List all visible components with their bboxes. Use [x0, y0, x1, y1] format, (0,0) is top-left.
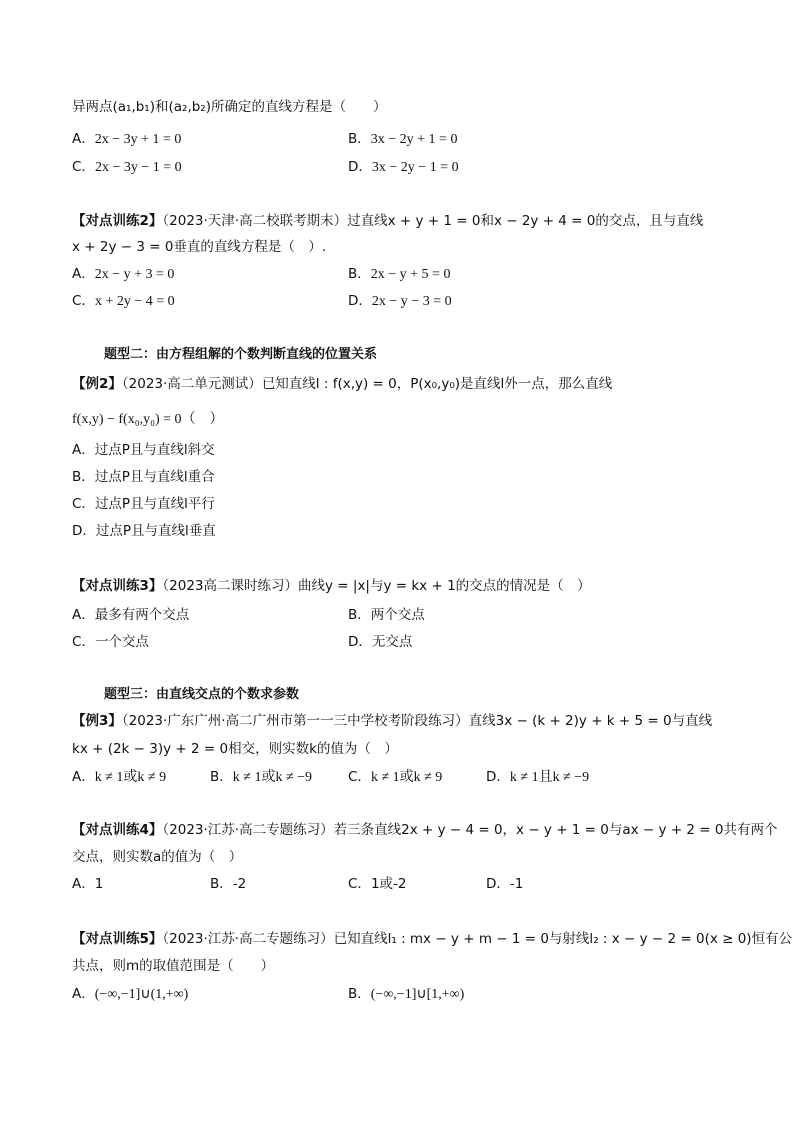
option-a: A．k ≠ 1或k ≠ 9 [72, 769, 167, 785]
option-c: C．x + 2y − 4 = 0 [72, 293, 175, 309]
example3-line2: kx + (2k − 3)y + 2 = 0相交，则实数k的值为（ ） [72, 741, 398, 757]
option-row [72, 129, 732, 150]
option-a: A．过点P且与直线l斜交 [72, 442, 215, 458]
option-d: D．3x − 2y − 1 = 0 [348, 159, 459, 175]
option-b: B．过点P且与直线l重合 [72, 469, 215, 485]
example3-title: 【例3】（2023·广东广州·高二广州市第一一三中学校考阶段练习）直线3x − (k + 2)y + k + 5 = 0与直线 [72, 713, 713, 729]
train4-line2: 交点，则实数a的值为（ ） [72, 849, 243, 865]
option-c: C．1或-2 [348, 876, 407, 892]
option-c: C．一个交点 [72, 634, 149, 650]
option-a: A．1 [72, 876, 104, 892]
option-row [72, 291, 732, 312]
option-row [72, 984, 732, 1005]
option-d: D．2x − y − 3 = 0 [348, 293, 452, 309]
option-a: A．2x − 3y + 1 = 0 [72, 131, 182, 147]
option-d: D．无交点 [348, 634, 413, 650]
train3-title: 【对点训练3】（2023高二课时练习）曲线y = |x|与y = kx + 1的交点的情况是（ ） [72, 578, 591, 594]
option-row [72, 157, 732, 178]
option-c: C．2x − 3y − 1 = 0 [72, 159, 182, 175]
train4-title: 【对点训练4】（2023·江苏·高二专题练习）若三条直线2x + y − 4 = 0，x − y + 1 = 0与ax − y + 2 = 0共有两个 [72, 822, 778, 838]
option-a: A．最多有两个交点 [72, 607, 190, 623]
option-d: D．k ≠ 1且k ≠ −9 [486, 769, 590, 785]
train5-title: 【对点训练5】（2023·江苏·高二专题练习）已知直线l₁ : mx − y + m − 1 = 0与射线l₂ : x − y − 2 = 0(x ≥ 0)恒有公 [72, 931, 793, 947]
option-row [72, 264, 732, 285]
option-row [72, 632, 732, 652]
option-b: B．k ≠ 1或k ≠ −9 [210, 769, 313, 785]
example2-line2: f(x,y) − f(x₀,y₀) = 0（ ） [72, 412, 224, 427]
train2-title: 【对点训练2】（2023·天津·高二校联考期末）过直线x + y + 1 = 0和x − 2y + 4 = 0的交点，且与直线 [72, 213, 704, 229]
option-a: A．(−∞,−1]∪(1,+∞) [72, 986, 189, 1002]
option-b: B．3x − 2y + 1 = 0 [348, 131, 458, 147]
example2-title: 【例2】（2023·高二单元测试）已知直线l : f(x,y) = 0，P(x₀,y₀)是直线l外一点，那么直线 [72, 376, 613, 392]
option-row [72, 605, 732, 625]
option-b: B．-2 [210, 876, 247, 892]
question-stem: 异两点(a₁,b₁)和(a₂,b₂)所确定的直线方程是（ ） [72, 99, 387, 115]
option-c: C．k ≠ 1或k ≠ 9 [348, 769, 443, 785]
train5-line2: 共点，则m的取值范围是（ ） [72, 958, 275, 974]
option-d: D．-1 [486, 876, 524, 892]
section-title: 题型二：由方程组解的个数判断直线的位置关系 [104, 347, 378, 362]
option-b: B．2x − y + 5 = 0 [348, 266, 451, 282]
section-title: 题型三：由直线交点的个数求参数 [104, 687, 300, 702]
option-c: C．过点P且与直线l平行 [72, 496, 215, 512]
option-b: B．(−∞,−1]∪[1,+∞) [348, 986, 465, 1002]
option-b: B．两个交点 [348, 607, 425, 623]
option-d: D．过点P且与直线l垂直 [72, 523, 216, 539]
option-a: A．2x − y + 3 = 0 [72, 266, 175, 282]
train2-line2: x + 2y − 3 = 0垂直的直线方程是（ ）. [72, 239, 327, 255]
